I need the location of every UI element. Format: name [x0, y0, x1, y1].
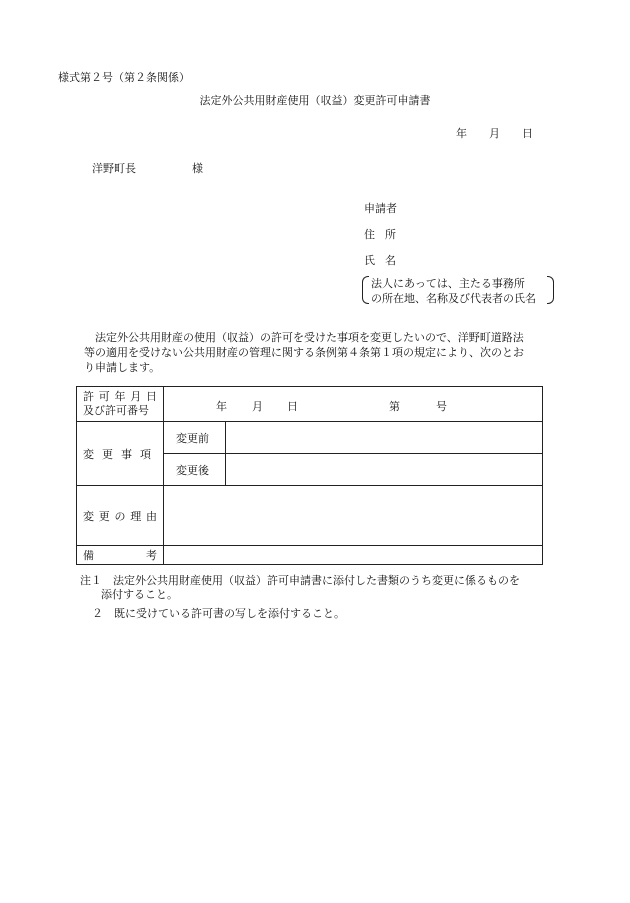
- reason-label-cell: 変 更 の 理 由: [77, 486, 164, 546]
- addressee: [92, 160, 203, 176]
- change-items-label-cell: 変 更 事 項: [77, 422, 164, 486]
- permit-date-label-cell: 許 可 年 月 日 及び許可番号: [77, 387, 164, 422]
- statement-line1: 法定外公共用財産の使用（収益）の許可を受けた事項を変更したいので、洋野町道路法: [84, 331, 524, 344]
- address-label: 住 所: [364, 228, 396, 241]
- statement-line2: 等の適用を受けない公共用財産の管理に関する条例第４条第１項の規定により、次のとお: [84, 346, 524, 359]
- remarks-label-cell: 備 考: [77, 546, 164, 565]
- applicant-label: 申請者: [364, 202, 397, 215]
- reason-row: [77, 486, 543, 546]
- permit-number-prefix: 第: [389, 399, 400, 413]
- notes: [80, 574, 520, 621]
- statement-line3: り申請します。: [84, 361, 161, 374]
- change-before-row: [77, 422, 543, 454]
- addressee-honorific: 様: [192, 162, 203, 175]
- bracket-right: [547, 276, 554, 304]
- form-number: 様式第２号（第２条関係）: [58, 71, 190, 84]
- corp-note-line2: の所在地、名称及び代表者の氏名: [371, 292, 536, 305]
- permit-year-label: 年: [216, 399, 227, 413]
- permit-number-label: 及び許可番号: [83, 404, 149, 417]
- note-1: 注１ 法定外公共用財産使用（収益）許可申請書に添付した書類のうち変更に係るものを: [80, 574, 520, 587]
- corp-note-line1: 法人にあっては、主たる事務所: [371, 277, 525, 290]
- applicant-address-field[interactable]: [364, 229, 397, 255]
- date-year-label: 年: [456, 127, 467, 140]
- change-reason-field[interactable]: [164, 486, 543, 546]
- permit-date-number-field[interactable]: [164, 387, 543, 422]
- permit-row: [77, 387, 543, 422]
- permit-number-suffix: 号: [436, 399, 447, 413]
- application-statement: [84, 330, 544, 375]
- remarks-field[interactable]: [164, 546, 543, 565]
- change-after-field[interactable]: [226, 454, 543, 486]
- after-label-cell: 変更後: [164, 454, 226, 486]
- remarks-row: [77, 546, 543, 565]
- addressee-name: 洋野町長: [92, 162, 136, 175]
- change-before-field[interactable]: [226, 422, 543, 454]
- name-label: 氏 名: [364, 254, 396, 267]
- bracket-left: [362, 276, 369, 304]
- document-title: 法定外公共用財産使用（収益）変更許可申請書: [199, 94, 431, 107]
- date-day-label: 日: [522, 127, 533, 140]
- date-month-label: 月: [489, 127, 500, 140]
- application-table: [76, 386, 543, 565]
- corporation-note: [362, 275, 554, 303]
- permit-month-label: 月: [252, 399, 263, 413]
- permit-day-label: 日: [287, 399, 298, 413]
- note-2: ２ 既に受けている許可書の写しを添付すること。: [92, 607, 345, 620]
- before-label-cell: 変更前: [164, 422, 226, 454]
- applicant-block: [364, 203, 397, 281]
- submission-date: [456, 125, 533, 141]
- note-1-continuation: 添付すること。: [101, 588, 178, 601]
